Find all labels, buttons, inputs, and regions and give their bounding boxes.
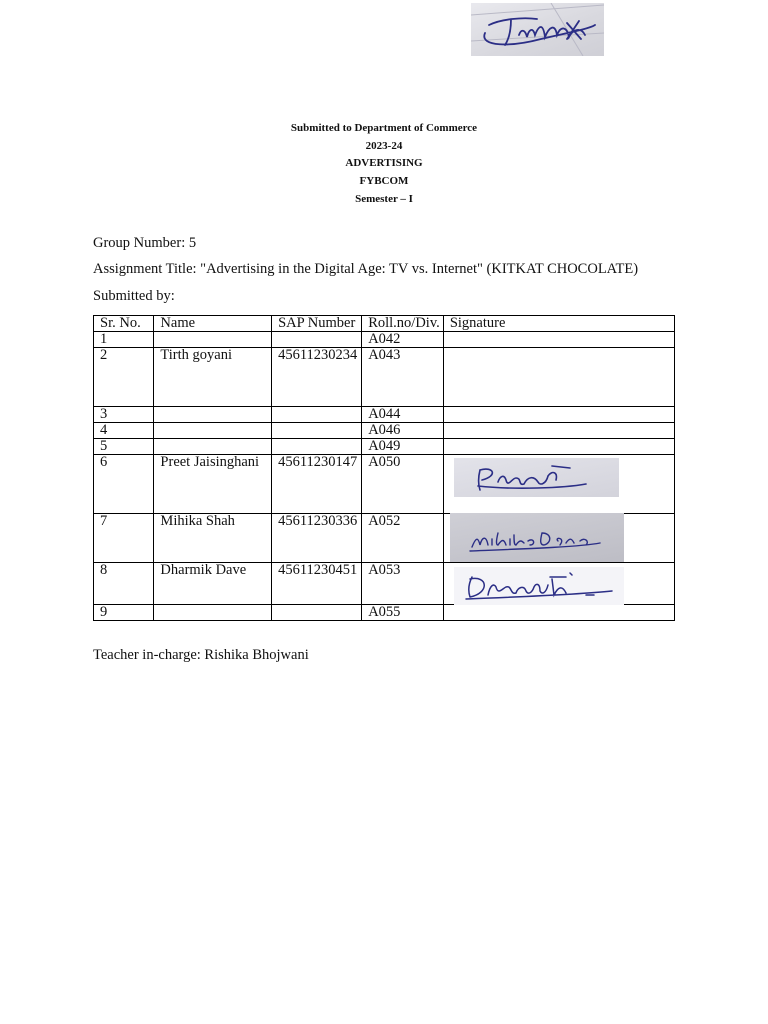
cell-roll: A055: [362, 605, 444, 621]
subject-line: ADVERTISING: [345, 157, 423, 170]
department-line: Submitted to Department of Commerce: [290, 122, 478, 134]
header-sap-number: SAP Number: [272, 316, 362, 332]
cell-sap: 45611230234: [272, 348, 362, 407]
cell-signature: [443, 407, 674, 423]
semester-line: Semester – I: [355, 192, 413, 205]
cell-sap: 45611230147: [272, 455, 362, 514]
cell-name: Dharmik Dave: [154, 563, 272, 605]
cell-roll: A044: [362, 407, 444, 423]
cell-sap: [272, 332, 362, 348]
cell-signature: [443, 348, 674, 407]
table-row: [94, 605, 675, 621]
table-header-row: [94, 316, 675, 332]
cell-sr: 9: [94, 605, 154, 621]
cell-roll: A046: [362, 423, 444, 439]
year-line: 2023-24: [365, 139, 403, 152]
submitted-by-label: Submitted by:: [93, 288, 175, 304]
table-row: [94, 348, 675, 407]
cell-name: Preet Jaisinghani: [154, 455, 272, 514]
cell-signature: [443, 605, 674, 621]
signature-image-preet: [454, 458, 619, 497]
cell-roll: A052: [362, 514, 444, 563]
cell-sap: [272, 605, 362, 621]
cell-sap: 45611230336: [272, 514, 362, 563]
header-sr-no: Sr. No.: [94, 316, 154, 332]
cell-sap: [272, 439, 362, 455]
cell-roll: A043: [362, 348, 444, 407]
cell-roll: A049: [362, 439, 444, 455]
cell-signature: [443, 423, 674, 439]
cell-sr: 7: [94, 514, 154, 563]
cell-sr: 4: [94, 423, 154, 439]
cell-name: [154, 332, 272, 348]
student-table: [93, 315, 675, 621]
table-row: [94, 407, 675, 423]
table-row: [94, 423, 675, 439]
cell-roll: A053: [362, 563, 444, 605]
cell-signature: [443, 455, 674, 514]
top-signature-image: [471, 3, 604, 56]
cell-roll: A050: [362, 455, 444, 514]
cell-sap: [272, 407, 362, 423]
cell-name: Mihika Shah: [154, 514, 272, 563]
signature-image-dharmik: [454, 567, 624, 605]
cell-name: [154, 605, 272, 621]
table-row: [94, 439, 675, 455]
teacher-in-charge: Teacher in-charge: Rishika Bhojwani: [93, 647, 309, 663]
cell-roll: A042: [362, 332, 444, 348]
cell-sr: 3: [94, 407, 154, 423]
cell-sr: 5: [94, 439, 154, 455]
class-line: FYBCOM: [359, 175, 409, 188]
cell-sap: 45611230451: [272, 563, 362, 605]
cell-signature: [443, 332, 674, 348]
group-number: Group Number: 5: [93, 235, 197, 251]
cell-signature: [443, 439, 674, 455]
assignment-title: Assignment Title: "Advertising in the Digital Age: TV vs. Internet" (KITKAT CHOCOLATE): [93, 261, 639, 277]
header-roll-no: Roll.no/Div.: [362, 316, 444, 332]
table-row: [94, 332, 675, 348]
signature-image-mihika: [450, 513, 624, 562]
cell-sap: [272, 423, 362, 439]
cell-name: [154, 439, 272, 455]
cell-name: [154, 423, 272, 439]
table-row: [94, 514, 675, 563]
cell-name: Tirth goyani: [154, 348, 272, 407]
header-name: Name: [154, 316, 272, 332]
table-row: [94, 563, 675, 605]
cell-name: [154, 407, 272, 423]
cell-signature: [443, 514, 674, 563]
cell-sr: 1: [94, 332, 154, 348]
cell-sr: 6: [94, 455, 154, 514]
submission-header: [0, 120, 768, 209]
cell-signature: [443, 563, 674, 605]
cell-sr: 2: [94, 348, 154, 407]
header-signature: Signature: [443, 316, 674, 332]
table-row: [94, 455, 675, 514]
cell-sr: 8: [94, 563, 154, 605]
